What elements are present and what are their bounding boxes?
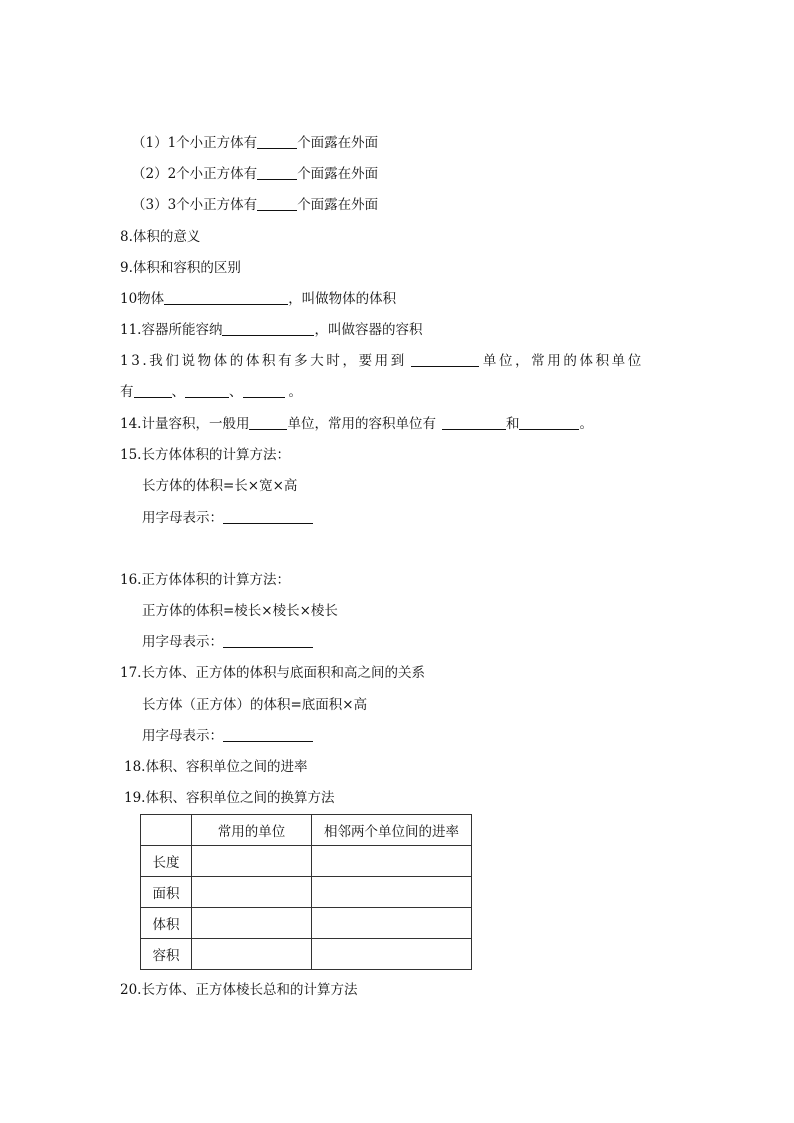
table-row-label: 面积 [141, 877, 192, 908]
q13-sep-1: 、 [171, 384, 185, 400]
q13-end: 。 [288, 384, 302, 400]
q7-sub-1-prefix: （1）1个小正方体有 [132, 135, 258, 151]
q14-prefix: 14.计量容积，一般用 [120, 416, 250, 432]
table-cell-rate[interactable] [312, 877, 472, 908]
table-cell-unit[interactable] [192, 877, 312, 908]
table-header-common-unit: 常用的单位 [192, 815, 312, 846]
q10-suffix: ，叫做物体的体积 [288, 291, 397, 307]
table-cell-unit[interactable] [192, 846, 312, 877]
unit-table [140, 814, 472, 970]
q14-mid: 单位，常用的容积单位有 [287, 416, 436, 432]
table-header-rate: 相邻两个单位间的进率 [312, 815, 472, 846]
q7-sub-2-blank[interactable] [257, 165, 297, 180]
q19-text: 19.体积、容积单位之间的换算方法 [124, 790, 335, 806]
q10-blank[interactable] [164, 290, 288, 305]
q15-letter [142, 509, 313, 527]
q20-text: 20.长方体、正方体棱长总和的计算方法 [120, 982, 358, 998]
q14-blank-1[interactable] [249, 415, 287, 430]
q16-letter-blank[interactable] [223, 633, 313, 648]
q14-end: 。 [579, 416, 593, 432]
q16-letter [142, 633, 313, 651]
q13-blank-3[interactable] [243, 383, 285, 398]
q7-sub-3 [132, 196, 378, 214]
q13-line2 [120, 383, 302, 401]
q10-prefix: 10物体 [120, 291, 165, 307]
q15-letter-label: 用字母表示： [142, 510, 223, 526]
q13-sep-2: 、 [229, 384, 243, 400]
table-header-row [141, 815, 472, 846]
q13-line1-prefix: 13.我们说物体的体积有多大时，要用到 [120, 353, 407, 369]
table-cell-unit[interactable] [192, 908, 312, 939]
q17-title: 17.长方体、正方体的体积与底面积和高之间的关系 [120, 665, 425, 681]
q17-formula: 长方体（正方体）的体积=底面积×高 [142, 697, 368, 713]
q11-prefix: 11.容器所能容纳 [120, 322, 223, 338]
q13-blank-1[interactable] [134, 383, 172, 398]
q13-line1 [120, 352, 644, 370]
q14 [120, 415, 593, 433]
q13-line2-start: 有 [120, 384, 134, 400]
table-header-corner [141, 815, 192, 846]
table-row [141, 908, 472, 939]
q13-unit-blank[interactable] [411, 352, 479, 367]
q15-letter-blank[interactable] [223, 509, 313, 524]
table-row [141, 939, 472, 970]
q7-sub-2-suffix: 个面露在外面 [297, 166, 379, 182]
q14-and: 和 [505, 416, 520, 432]
q7-sub-2-prefix: （2）2个小正方体有 [132, 166, 258, 182]
q14-blank-2[interactable] [442, 415, 506, 430]
q11-blank[interactable] [222, 321, 314, 336]
table-row-label: 长度 [141, 846, 192, 877]
table-row-label: 体积 [141, 908, 192, 939]
q16-formula: 正方体的体积=棱长×棱长×棱长 [142, 603, 338, 619]
q13-line1-suffix: 单位，常用的体积单位 [482, 353, 644, 369]
q7-sub-3-blank[interactable] [257, 196, 297, 211]
q9-text: 9.体积和容积的区别 [120, 260, 241, 276]
table-cell-rate[interactable] [312, 908, 472, 939]
q15-formula: 长方体的体积=长×宽×高 [142, 478, 298, 494]
q7-sub-3-prefix: （3）3个小正方体有 [132, 197, 258, 213]
q17-letter-blank[interactable] [223, 727, 313, 742]
q7-sub-1-suffix: 个面露在外面 [297, 135, 379, 151]
q15-title: 15.长方体体积的计算方法： [120, 447, 290, 463]
q13-blank-2[interactable] [185, 383, 229, 398]
q11-suffix: ，叫做容器的容积 [314, 322, 423, 338]
table-row-label: 容积 [141, 939, 192, 970]
q17-letter-label: 用字母表示： [142, 728, 223, 744]
q7-sub-1-blank[interactable] [257, 134, 297, 149]
q10 [120, 290, 396, 308]
q11 [120, 321, 422, 339]
q16-title: 16.正方体体积的计算方法： [120, 572, 290, 588]
q14-blank-3[interactable] [519, 415, 579, 430]
q18-text: 18.体积、容积单位之间的进率 [124, 759, 308, 775]
q7-sub-2 [132, 165, 378, 183]
table-cell-rate[interactable] [312, 939, 472, 970]
q7-sub-1 [132, 134, 378, 152]
q8-text: 8.体积的意义 [120, 229, 201, 245]
table-cell-rate[interactable] [312, 846, 472, 877]
table-row [141, 877, 472, 908]
q16-letter-label: 用字母表示： [142, 634, 223, 650]
q17-letter [142, 727, 313, 745]
q7-sub-3-suffix: 个面露在外面 [297, 197, 379, 213]
table-cell-unit[interactable] [192, 939, 312, 970]
table-row [141, 846, 472, 877]
